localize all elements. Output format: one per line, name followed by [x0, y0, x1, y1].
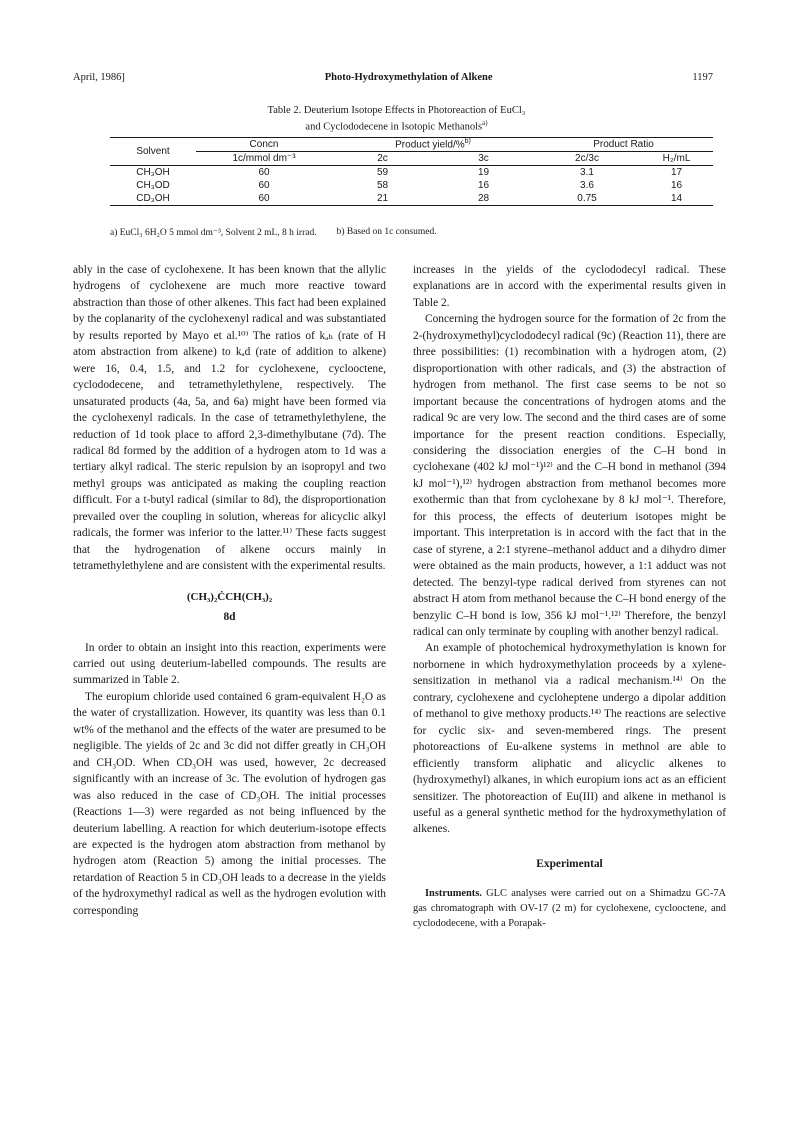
cell-ratio: 3.6: [580, 180, 594, 191]
table-caption: [0, 104, 793, 134]
th-concn: Concn: [196, 138, 332, 152]
cell-yield-2c: 58: [376, 180, 389, 191]
body-paragraph: increases in the yields of the cyclododecyl radical. These explanations are in accord with the experimental results given in Table 2.: [413, 264, 726, 309]
table-footnote-a: a) EuCl₃ 6H₂O 5 mmol dm⁻³, Solvent 2 mL, 8 h irrad.: [110, 228, 317, 238]
th-2c-3c: 2c/3c: [534, 152, 640, 166]
cell-solvent: CH₃OH: [136, 167, 170, 178]
table-row: [110, 179, 713, 192]
left-column: [73, 262, 386, 919]
formula-label: 8d: [223, 611, 236, 624]
body-paragraph: An example of photochemical hydroxymethylation is known for norbornene in which hydroxymethylation proceeds by a xylene-sensitization in methanol via a radical mechanism.¹⁴⁾ On the contrary, cyclohexene and cycloheptene undergo a dipolar addition of methanol to give methoxy products.¹⁴⁾ The reactions are selective for cyclic six- and seven-membered rings. The present photoreactions of Eu-alkene systems in methnol are able to efficiently transform aliphatic and alicyclic alkenes to (hydroxymethyl) alkanes, in which europium ions act as an efficient sensitizer. The photoreaction of Eu(III) and alkene in methanol is useful as a general synthetic method for the hydroxymethylation of alkenes.: [413, 642, 726, 836]
runin-heading: Instruments.: [425, 888, 482, 900]
section-heading: Experimental: [536, 857, 603, 870]
cell-yield-2c: 59: [376, 167, 389, 178]
cell-concn: 60: [196, 192, 332, 206]
th-2c: 2c: [332, 152, 433, 166]
th-concn-unit: 1c/mmol dm⁻³: [196, 152, 332, 166]
table-2: [110, 137, 713, 206]
table-caption-note: a): [482, 119, 488, 127]
th-solvent: Solvent: [110, 138, 196, 166]
th-3c: 3c: [433, 152, 534, 166]
instruments-paragraph: [413, 886, 726, 931]
th-h2: H₂/mL: [640, 152, 713, 166]
page-number: 1197: [692, 72, 713, 83]
body-paragraph: The europium chloride used contained 6 gram-equivalent H₂O as the water of crystallization. However, its quantity was less than 0.1 wt% of the methanol and the effects of the water are presumed to be negligible. The yields of 2c and 3c did not differ greatly in CH₃OH and CH₃OD. When CD₃OH was used, however, 2c decreased significantly with an increase of 3c. The evolution of hydrogen gas was also reduced in the case of CD₃OH. The initial processes (Reactions 1—3) were regarded as not being influenced by the deuterium labelling. A reaction for which deuterium-isotope effects are expected is the hydrogen atom abstraction from methanol by hydrogen atom (Reaction 5) among the initial processes. The retardation of Reaction 5 in CD₃OH leads to a decrease in the yields of the hydroxymethyl radical as well as the hydrogen evolution with corresponding: [73, 690, 386, 917]
instruments-text: GLC analyses were carried out on a Shimadzu GC-7A gas chromatograph with OV-17 (2 m) for cyclohexene, cyclooctene, and cyclododecene, with a Porapak-: [413, 888, 726, 930]
chemical-formula: (CH₃)₂ĊCH(CH₃)₂: [186, 590, 273, 603]
cell-concn: 60: [258, 167, 270, 178]
cell-h2: 16: [670, 180, 683, 191]
body-paragraph: In order to obtain an insight into this reaction, experiments were carried out using deuterium-labelled compounds. The results are summarized in Table 2.: [73, 641, 386, 687]
table-footnotes: [110, 227, 713, 238]
cell-yield-3c: 16: [477, 180, 490, 191]
cell-solvent: CH₃OD: [136, 180, 170, 191]
th-ratio: Product Ratio: [534, 138, 713, 152]
table-caption-line2: and Cyclododecene in Isotopic Methanols$^{a)}$: [305, 119, 488, 133]
running-header: [73, 72, 713, 83]
header-title: Photo-Hydroxymethylation of Alkene: [324, 72, 493, 83]
right-column: [413, 262, 726, 931]
table-footnote-b: b) Based on 1c consumed.: [336, 227, 437, 237]
body-paragraph: ably in the case of cyclohexene. It has been known that the allylic hydrogens of cyclohexene are much more reactive toward abstraction than those of other alkenes. This fact had been explained by the coplanarity of the cyclohexenyl radical and was substantiated by results reported by Mayo et al.¹⁰⁾ The ratios of kₐₕ (rate of H atom abstraction from alkene) to kₐd (rate of addition to alkene) were 16, 0.4, 1.5, and 1.2 for cyclohexene, cyclooctene, cyclododecene, and tetramethylethylene, respectively. The unsaturated products (4a, 5a, and 6a) might have been formed via the cyclohexenyl radicals. In the case of tetramethylethylene, the reduction of 1d took place to afford 2,3-dimethylbutane (7d). The radical 8d formed by the addition of a hydrogen atom to 1d was a tertiary alkyl radical. The steric repulsion by an isopropyl and two methyl groups was anticipated as making the coupling reaction difficult. For a t-butyl radical (similar to 8d), the disproportionation prevailed over the coupling in solution, whereas for alicyclic alkyl radicals, the former was inferior to the latter.¹¹⁾ These facts suggest that the hydrogenation of alkene occurs mainly in tetramethylethylene and are consistent with the experimental results.: [73, 264, 386, 573]
cell-yield-2c: 21: [332, 192, 433, 206]
cell-ratio: 3.1: [580, 167, 594, 178]
cell-yield-3c: 19: [477, 167, 490, 178]
cell-h2: 14: [640, 192, 713, 206]
cell-solvent: CD₃OH: [110, 192, 196, 206]
cell-h2: 17: [670, 167, 683, 178]
table-row: [110, 166, 713, 180]
cell-yield-3c: 28: [433, 192, 534, 206]
cell-concn: 60: [258, 180, 270, 191]
cell-ratio: 0.75: [534, 192, 640, 206]
th-yield: Product yield/%$^{b)}$: [332, 138, 534, 152]
table-caption-line1: Table 2. Deuterium Isotope Effects in Photoreaction of EuCl₃: [267, 105, 526, 116]
table-row: [110, 192, 713, 206]
header-date: April, 1986]: [73, 72, 125, 83]
body-paragraph: Concerning the hydrogen source for the formation of 2c from the 2-(hydroxymethyl)cyclododecyl radical (9c) (Reaction 11), there are three possibilities: (1) recombination with a hydrogen atom, (2) disproportionation with other radicals, and (3) the abstraction of hydrogen from methanol. The first case seems to be not so important because the concentrations of hydrogen atoms and the radical 9c are very low. The second and the third cases are of some importance for the present reaction conditions. Especially, considering the dissociation energies of the C–H bond in cyclohexane (402 kJ mol⁻¹)¹²⁾ and the C–H bond in methanol (394 kJ mol⁻¹),¹²⁾ hydrogen abstraction from methanol becomes more exothermic than that from cyclohexane by 8 kJ mol⁻¹. Therefore, for this process, the effects of deuterium isotopes might be important. This interpretation is in accord with the fact that in the case of styrene, a 2:1 styrene–methanol adduct and a dihydro dimer were obtained as the main products, however, a 1:1 adduct was not detected. The benzyl-type radical derived from styrenes can not abstract H atom from methanol because the C–H bond energy of the benzylic C–H bond is low, 356 kJ mol⁻¹.¹²⁾ Therefore, the benzyl radical can only terminate by coupling with another benzyl radical.: [413, 313, 726, 638]
